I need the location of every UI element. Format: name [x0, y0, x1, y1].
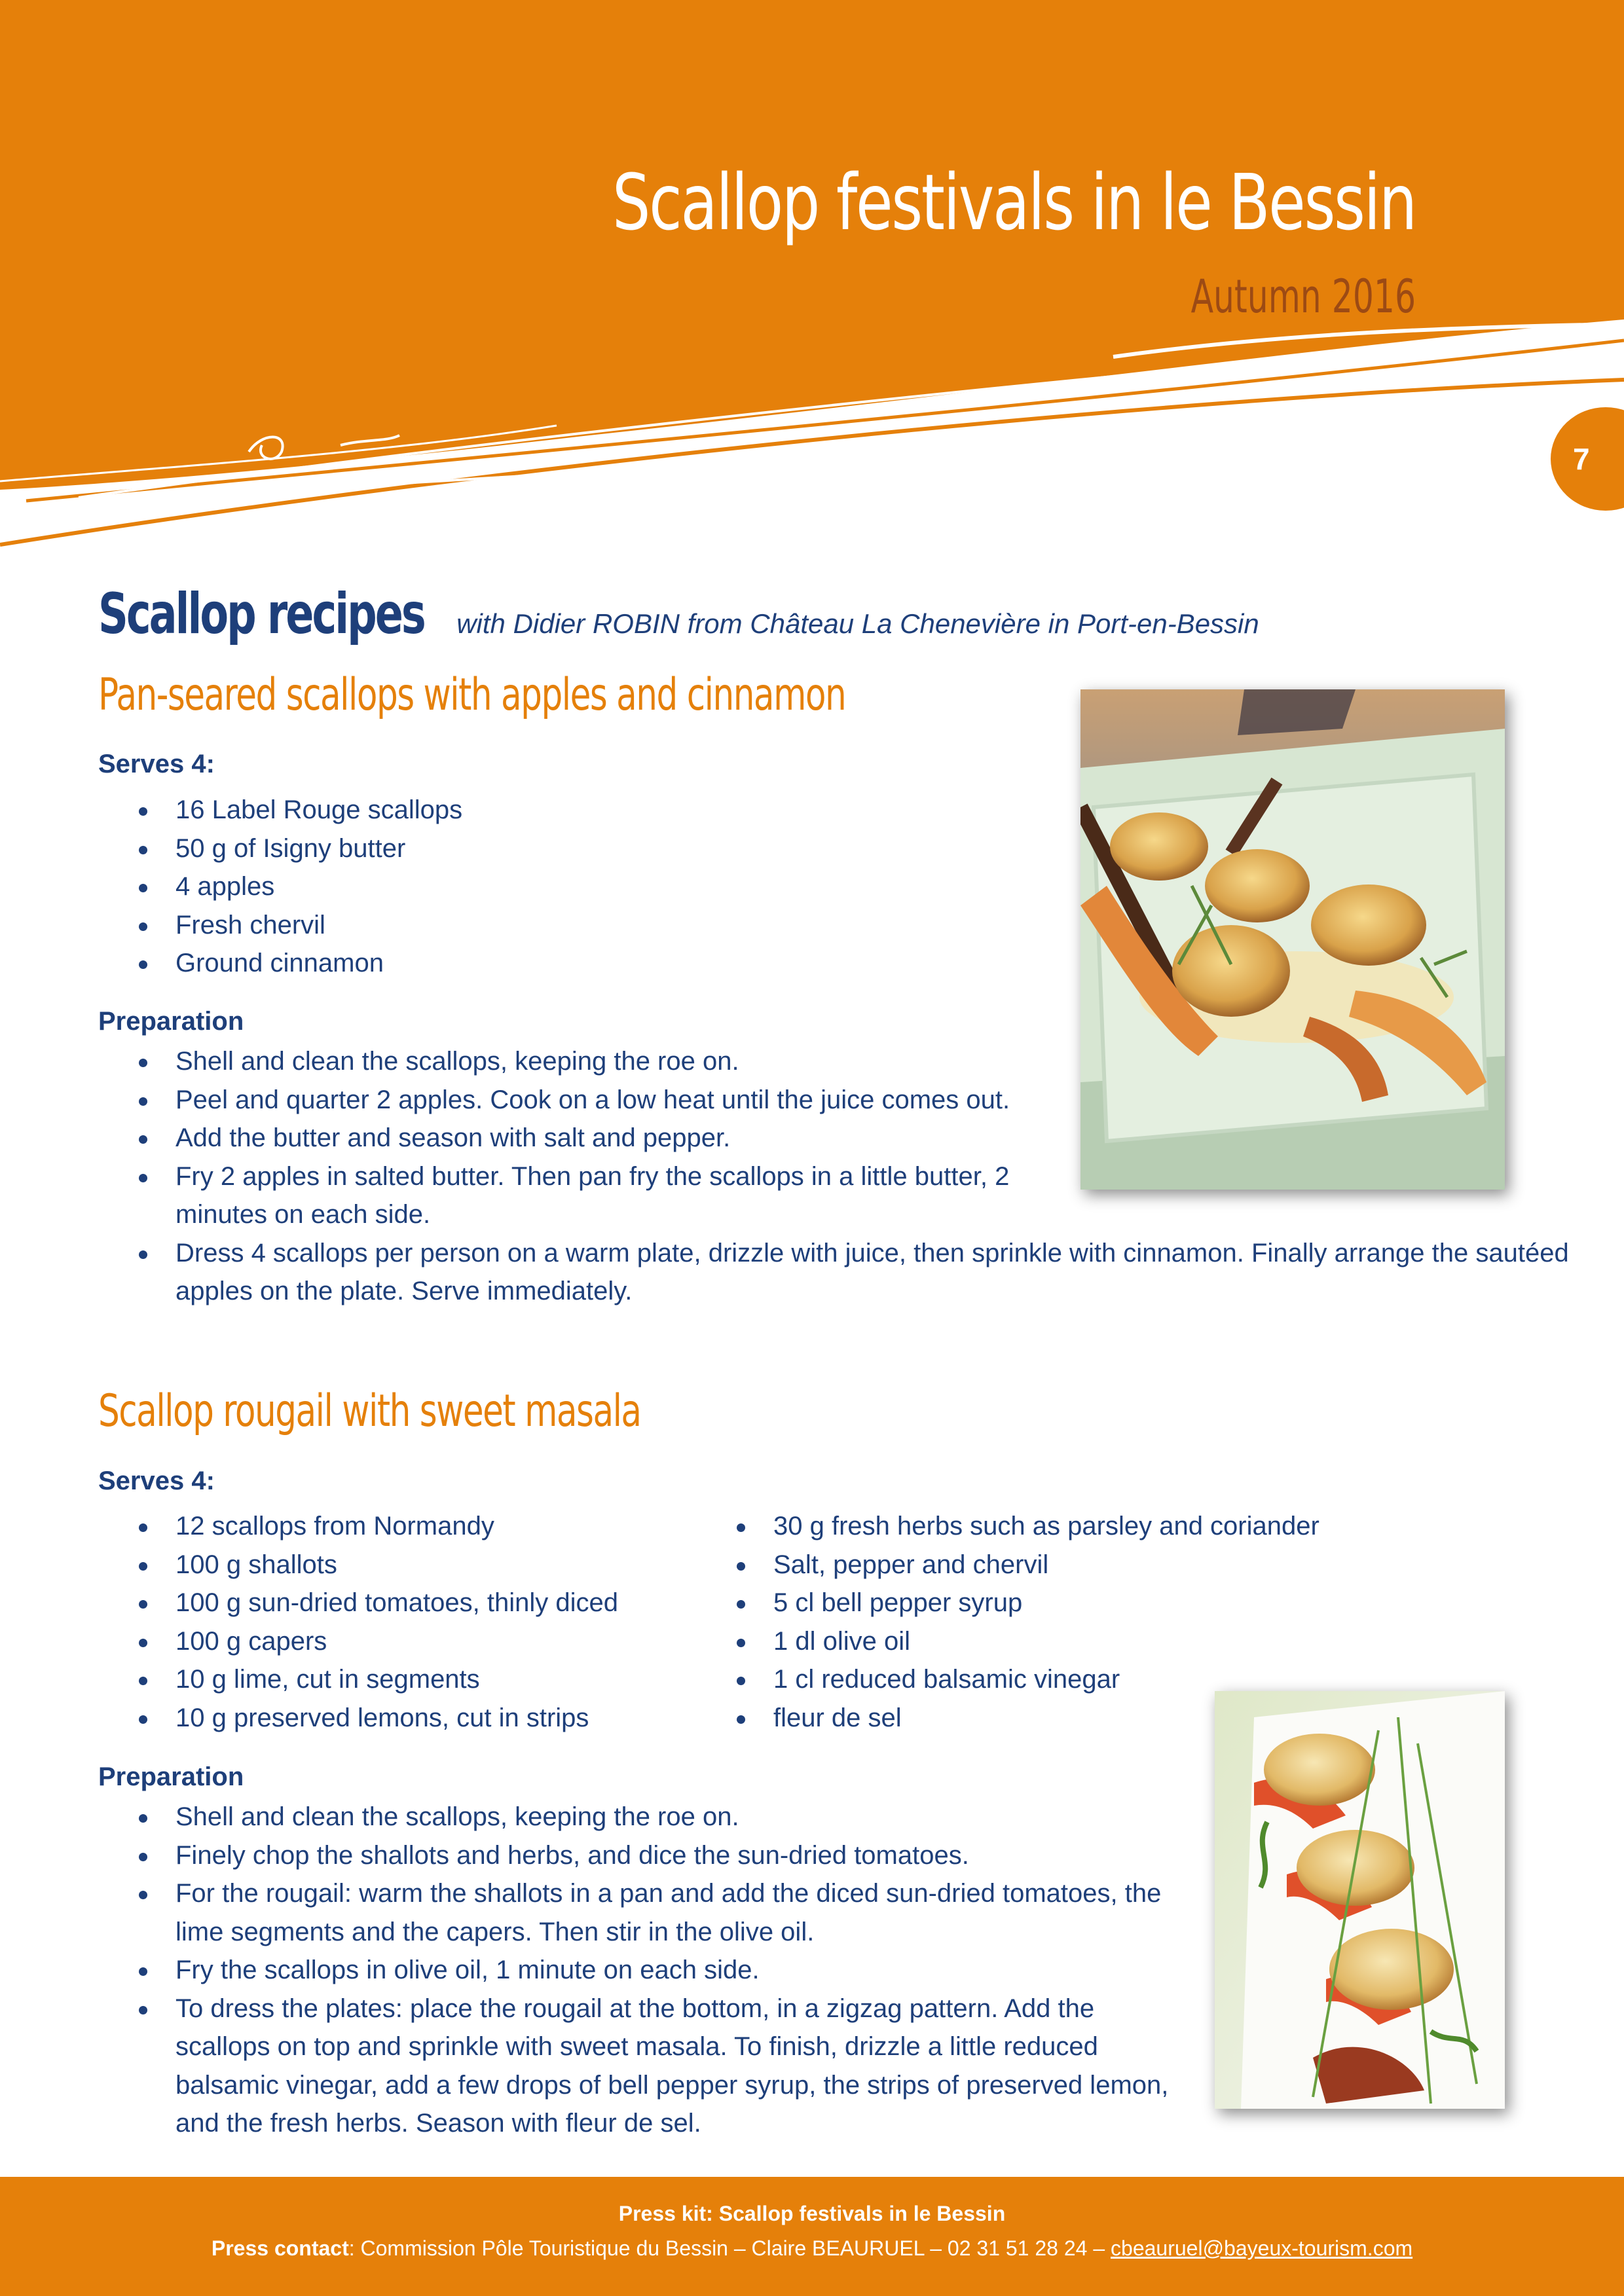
recipe1-ingredients [98, 791, 1015, 983]
list-item: 50 g of Isigny butter [98, 829, 1015, 868]
list-item: Salt, pepper and chervil [696, 1546, 1482, 1584]
list-item: 12 scallops from Normandy [98, 1507, 688, 1546]
list-item: Shell and clean the scallops, keeping the roe on. [98, 1042, 1015, 1081]
recipe1-steps [98, 1042, 1569, 1311]
footer-press-kit [0, 2202, 1624, 2226]
header-banner [0, 0, 1624, 550]
document-subtitle: Autumn 2016 [1190, 270, 1416, 323]
recipe2-serves-label: Serves 4: [98, 1467, 215, 1495]
recipe2-title: Scallop rougail with sweet masala [98, 1385, 641, 1437]
list-item: Shell and clean the scallops, keeping the roe on. [98, 1798, 1185, 1836]
list-item: Fresh chervil [98, 906, 1015, 945]
list-item: 30 g fresh herbs such as parsley and coriander [696, 1507, 1482, 1546]
section-title: Scallop recipes [98, 581, 424, 647]
list-item: 10 g preserved lemons, cut in strips [98, 1699, 688, 1738]
press-contact-value: : Commission Pôle Touristique du Bessin – Claire BEAURUEL – 02 31 51 28 24 – [348, 2236, 1111, 2260]
recipe1-preparation-label: Preparation [98, 1007, 244, 1036]
scallops-apples-photo [1080, 689, 1505, 1190]
scallop-rougail-photo [1215, 1691, 1505, 2109]
section-subtitle: with Didier ROBIN from Château La Chenevière in Port-en-Bessin [456, 608, 1259, 639]
list-item: 1 cl reduced balsamic vinegar [696, 1660, 1482, 1699]
list-item: 1 dl olive oil [696, 1622, 1482, 1661]
recipe1-title: Pan-seared scallops with apples and cinnamon [98, 669, 846, 721]
page-number: 7 [1551, 407, 1624, 511]
recipe2-preparation-label: Preparation [98, 1762, 244, 1791]
recipe2-steps [98, 1798, 1185, 2143]
list-item: Fry 2 apples in salted butter. Then pan fry the scallops in a little butter, 2 minutes on each side. [98, 1157, 1015, 1234]
list-item: Fry the scallops in olive oil, 1 minute on each side. [98, 1951, 1185, 1990]
document-title: Scallop festivals in le Bessin [612, 157, 1416, 247]
list-item: To dress the plates: place the rougail at the bottom, in a zigzag pattern. Add the scallops on top and sprinkle with sweet masala. To finish, drizzle a little reduced balsamic vinegar, add a few drops of bell pepper syrup, the strips of preserved lemon, and the fresh herbs. Season with fleur de sel. [98, 1990, 1185, 2143]
list-item: Dress 4 scallops per person on a warm plate, drizzle with juice, then sprinkle with cinnamon. Finally arrange the sautéed apples on the plate. Serve immediately. [98, 1234, 1583, 1311]
press-contact-label: Press contact [211, 2236, 349, 2260]
press-kit-label: Press kit [618, 2202, 707, 2225]
section-heading [98, 581, 1259, 647]
footer-press-contact [0, 2236, 1624, 2261]
list-item: 100 g capers [98, 1622, 688, 1661]
recipe1-serves-label: Serves 4: [98, 750, 215, 778]
list-item: Ground cinnamon [98, 944, 1015, 983]
list-item: 100 g shallots [98, 1546, 688, 1584]
list-item: fleur de sel [696, 1699, 1482, 1738]
list-item: Finely chop the shallots and herbs, and dice the sun-dried tomatoes. [98, 1836, 1185, 1875]
list-item: 100 g sun-dried tomatoes, thinly diced [98, 1584, 688, 1622]
list-item: For the rougail: warm the shallots in a pan and add the diced sun-dried tomatoes, the lime segments and the capers. Then stir in the olive oil. [98, 1874, 1185, 1951]
list-item: Add the butter and season with salt and pepper. [98, 1119, 1015, 1157]
email-link[interactable]: cbeauruel@bayeux-tourism.com [1111, 2236, 1413, 2260]
list-item: Peel and quarter 2 apples. Cook on a low heat until the juice comes out. [98, 1081, 1015, 1120]
list-item: 16 Label Rouge scallops [98, 791, 1015, 829]
list-item: 10 g lime, cut in segments [98, 1660, 688, 1699]
list-item: 5 cl bell pepper syrup [696, 1584, 1482, 1622]
press-kit-value: : Scallop festivals in le Bessin [706, 2202, 1006, 2225]
footer [0, 2177, 1624, 2296]
list-item: 4 apples [98, 867, 1015, 906]
recipe2-ingredients-left [98, 1507, 688, 1737]
